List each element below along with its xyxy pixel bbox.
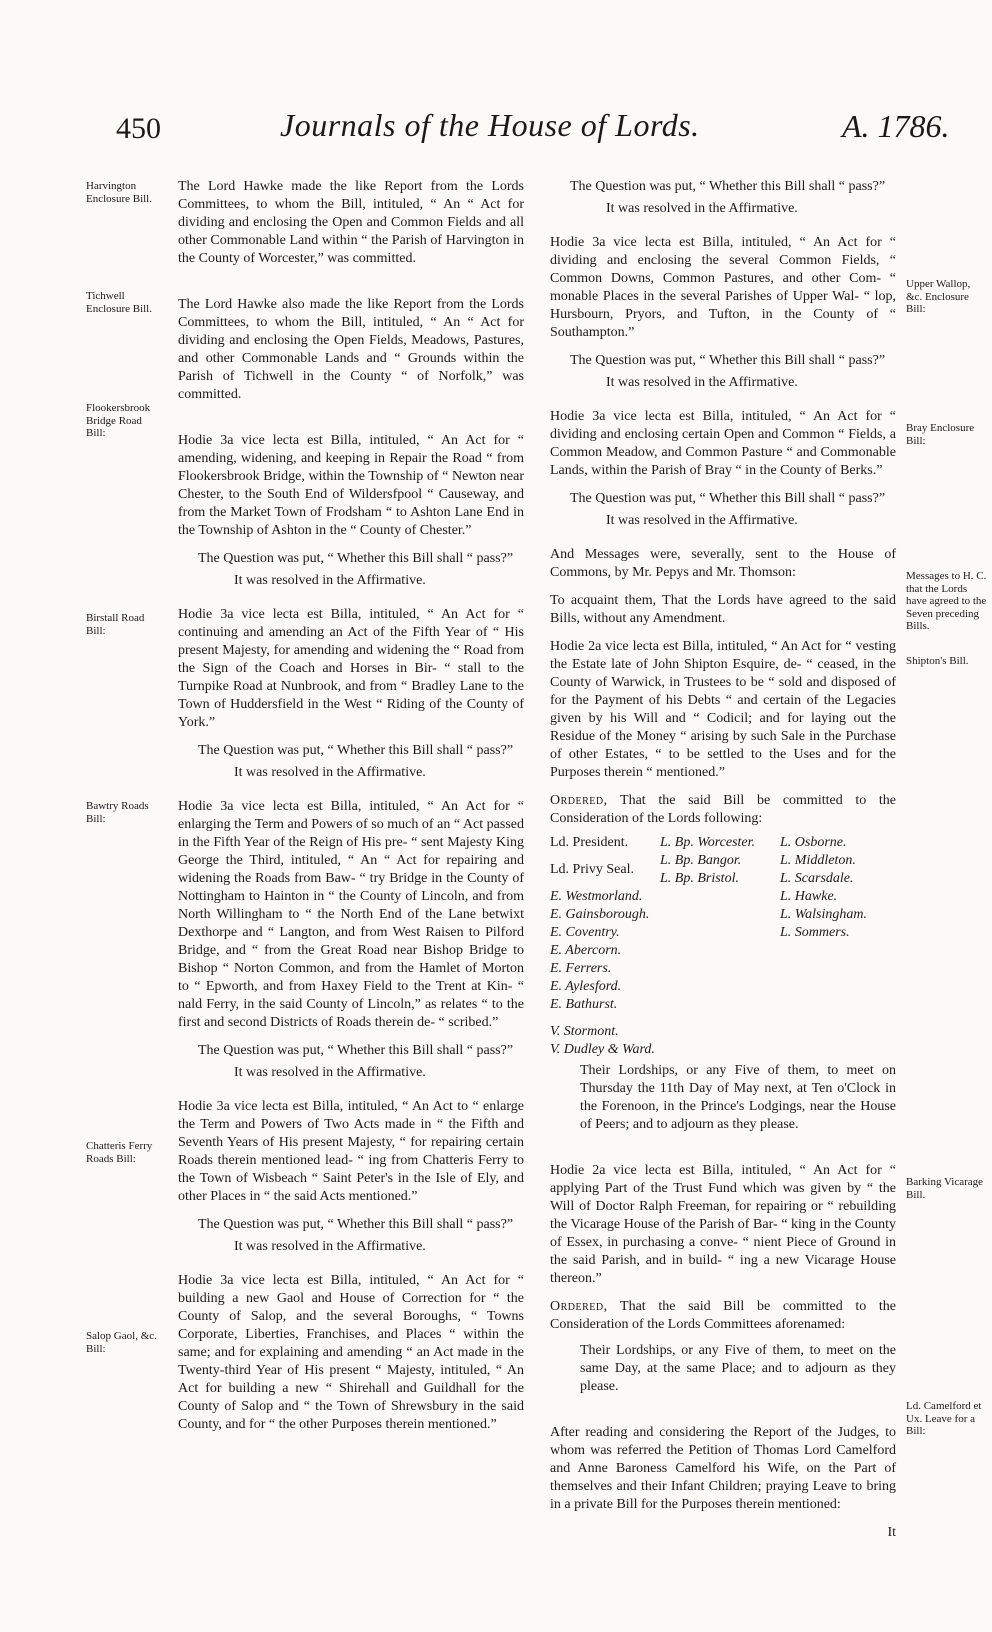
entry-chatteris: Hodie 3a vice lecta est Billa, intituled, “ An Act to “ enlarge the Term and Powers of Two Acts made in “ the Fifth and Seventh Years of His present Majesty, “ for repairing certain Roads therein mentioned lead- “ ing from Chatteris Ferry to the Town of Wisbeach “ Saint Peter's in the Isle of Ely, and other Places in “ the said Acts mentioned.” <box>178 1099 524 1204</box>
lord-name: V. Stormont. <box>550 1024 619 1039</box>
catchword: It <box>887 1525 896 1540</box>
entry-camelford: After reading and considering the Report of the Judges, to whom was referred the Petition of Thomas Lord Camelford and Anne Baroness Camelford his Wife, on the Part of themselves and their Infant Children; praying Leave to bring in a private Bill for the Purposes therein mentioned: <box>550 1425 896 1512</box>
lordships-meeting-1: Their Lordships, or any Five of them, to meet on Thursday the 11th Day of May next, at Ten o'Clock in the Forenoon, in the Prince's Lodgings, near the House of Peers; and to adjourn as they please. <box>580 1063 896 1132</box>
margin-note-flookersbrook: Flookersbrook Bridge Road Bill: <box>86 402 151 439</box>
order-barking <box>550 1298 896 1334</box>
entry-tichwell: The Lord Hawke also made the like Report from the Lords Committees, to whom the Bill, intituled, “ An “ Act for dividing and enclosing the Open Fields, Meadows, Pastures, and other Commonable Lands and “ Grounds within the Parish of Tichwell in the County “ of Norfolk,” was committed. <box>178 297 524 402</box>
ordered-text: That the said Bill be committed to the Consideration of the Lords Committees aforenamed: <box>550 1299 896 1332</box>
lords-list-column-2 <box>660 834 780 888</box>
entry-shipton: Hodie 2a vice lecta est Billa, intituled, “ An Act for “ vesting the Estate late of John Shipton Esquire, de- “ ceased, in the County of Warwick, in Trustees to be “ sold and disposed of for the Payment of his Debts “ and certain of the Legacies given by his Will and “ Codicil; and for laying out the Residue of the Money “ arising by such Sale in the Purchase of other Estates, “ to be settled to the Uses and for the Purposes therein “ mentioned.” <box>550 639 896 780</box>
left-column <box>178 178 524 1444</box>
entry-upper-wallop: Hodie 3a vice lecta est Billa, intituled, “ An Act for “ dividing and enclosing the several Common Fields, “ Common Downs, Common Pastures, and other Com- “ monable Places in the several Parishes of Upper Wal- “ lop, Hursbourn, Pryors, and Tufton, in the County of “ Southampton.” <box>550 235 896 340</box>
lord-name: L. Scarsdale. <box>780 871 854 886</box>
lord-name: L. Middleton. <box>780 853 856 868</box>
question-upper-wallop: The Question was put, “ Whether this Bill shall “ pass?” <box>570 353 886 368</box>
resolved-flookersbrook: It was resolved in the Affirmative. <box>234 573 426 588</box>
resolved-upper-wallop: It was resolved in the Affirmative. <box>606 375 798 390</box>
journal-title: Journals of the House of Lords. <box>280 107 700 143</box>
margin-note-chatteris: Chatteris Ferry Roads Bill: <box>86 1140 153 1165</box>
lord-name: Ld. President. <box>550 835 629 850</box>
margin-note-bray: Bray Enclosure Bill: <box>906 422 975 447</box>
resolved-bray: It was resolved in the Affirmative. <box>606 513 798 528</box>
ordered-label: Ordered, <box>550 1299 608 1314</box>
right-column <box>550 178 896 1542</box>
question-harvington-tichwell: The Question was put, “ Whether this Bill shall “ pass?” <box>570 179 886 194</box>
resolved-harvington-tichwell: It was resolved in the Affirmative. <box>606 201 798 216</box>
question-flookersbrook: The Question was put, “ Whether this Bill shall “ pass?” <box>198 551 514 566</box>
margin-note-salop: Salop Gaol, &c. Bill: <box>86 1330 157 1355</box>
lord-name: L. Hawke. <box>780 889 838 904</box>
lord-name: L. Bp. Bristol. <box>660 871 739 886</box>
margin-note-tichwell: Tichwell Enclosure Bill. <box>86 290 152 315</box>
question-bray: The Question was put, “ Whether this Bill shall “ pass?” <box>570 491 886 506</box>
question-birstall: The Question was put, “ Whether this Bill shall “ pass?” <box>198 743 514 758</box>
order-shipton <box>550 792 896 828</box>
margin-note-upper-wallop: Upper Wallop, &c. Enclosure Bill: <box>906 278 971 315</box>
resolved-birstall: It was resolved in the Affirmative. <box>234 765 426 780</box>
lord-name: E. Abercorn. <box>550 943 622 958</box>
entry-harvington: The Lord Hawke made the like Report from the Lords Committees, to whom the Bill, intituled, “ An “ Act for dividing and enclosing the Open and Common Fields and all other Commonable Land within “ the Parish of Harvington in the County of Worcester,” was committed. <box>178 179 524 266</box>
margin-note-shipton: Shipton's Bill. <box>906 655 969 667</box>
resolved-chatteris: It was resolved in the Affirmative. <box>234 1239 426 1254</box>
lord-name: L. Osborne. <box>780 835 847 850</box>
lord-name: V. Dudley & Ward. <box>550 1042 655 1057</box>
lord-name: Ld. Privy Seal. <box>550 862 634 877</box>
lord-name: L. Walsingham. <box>780 907 868 922</box>
entry-messages: And Messages were, severally, sent to the House of Commons, by Mr. Pepys and Mr. Thomson: <box>550 547 896 580</box>
lord-name: E. Aylesford. <box>550 979 622 994</box>
margin-note-messages: Messages to H. C. that the Lords have agreed to the Seven preceding Bills. <box>906 570 987 632</box>
lords-list-column-3 <box>780 834 900 942</box>
entry-flookersbrook: Hodie 3a vice lecta est Billa, intituled, “ An Act for “ amending, widening, and keeping in Repair the Road “ from Flookersbrook Bridge, within the Township of “ Newton near Chester, to the South End of Wildersfpool “ Causeway, and from the Market Town of Frodsham “ to Ashton Lane End in the Township of Ashton in the “ County of Chester.” <box>178 433 524 538</box>
entry-bray: Hodie 3a vice lecta est Billa, intituled, “ An Act for “ dividing and enclosing certain Open and Common “ Fields, a Common Meadow, and Common Pasture “ and Commonable Lands, within the Parish of Bray “ in the County of Berks.” <box>550 409 896 478</box>
lord-name: E. Westmorland. <box>550 889 643 904</box>
lord-name: E. Bathurst. <box>550 997 618 1012</box>
entry-barking: Hodie 2a vice lecta est Billa, intituled, “ An Act for “ applying Part of the Trust Fund which was given by “ the Will of Doctor Ralph Freeman, for repairing or “ rebuilding the Vicarage House of the Parish of Bar- “ king in the County of Essex, in purchasing a conve- “ nient Piece of Ground in the said Parish, and in build- “ ing a new Vicarage House thereon.” <box>550 1163 896 1286</box>
lordships-meeting-2: Their Lordships, or any Five of them, to meet on the same Day, at the same Place; and to adjourn as they please. <box>580 1343 896 1394</box>
entry-salop: Hodie 3a vice lecta est Billa, intituled, “ An Act for “ building a new Gaol and House of Correction for “ the County of Salop, and the several Boroughs, “ Towns Corporate, Liberties, Franchises, and Places “ within the same; and for explaining and amending “ an Act made in the Twenty-third Year of His present “ Majesty, intituled, “ An Act for building a new “ Shirehall and Guildhall for the County of Salop and “ the Town of Shrewsbury in the said County, and for “ the other Purposes therein mentioned.” <box>178 1273 524 1432</box>
margin-note-birstall: Birstall Road Bill: <box>86 612 145 637</box>
entry-bawtry: Hodie 3a vice lecta est Billa, intituled, “ An Act for “ enlarging the Term and Powers of so much of an “ Act passed in the Fifth Year of the Reign of His pre- “ sent Majesty King George the Third, intituled, “ An “ Act for repairing and widening the Roads from Baw- “ try Bridge in the County of Nottingham to Hainton in “ the County of Lincoln, and from North Willingham to “ the North End of the Lane betwixt Dexthorpe and “ Langton, and from West Raisen to Pilford Bridge, and “ from the Great Road near Bishop Bridge to Bishop “ Norton Common, and from the Hamlet of Morton to “ Epworth, and from Haxey Field to the Trent at Kin- “ nald Ferry, in the said County of Lincoln,” as relates “ to the first and second Districts of Roads therein de- “ scribed.” <box>178 799 524 1030</box>
page-number: 450 <box>116 112 161 145</box>
ordered-text: That the said Bill be committed to the Consideration of the Lords following: <box>550 793 896 826</box>
margin-note-harvington: Harvington Enclosure Bill. <box>86 180 152 205</box>
page-header <box>0 0 992 145</box>
lord-name: E. Coventry. <box>550 925 620 940</box>
question-chatteris: The Question was put, “ Whether this Bill shall “ pass?” <box>198 1217 514 1232</box>
lord-name: E. Gainsborough. <box>550 907 650 922</box>
lord-name: L. Bp. Worcester. <box>660 835 756 850</box>
entry-birstall: Hodie 3a vice lecta est Billa, intituled, “ An Act for “ continuing and amending an Act of the Fifth Year of “ His present Majesty, for amending and widening the “ Road from the Sign of the Coach and Horses in Bir- “ stall to the Turnpike Road at Nunbrook, and from “ Bradley Lane to the Town of Huddersfield in the West “ Riding of the County of York.” <box>178 607 524 730</box>
lord-name: L. Sommers. <box>780 925 850 940</box>
lords-committee-list <box>550 834 896 1057</box>
margin-note-barking: Barking Vicarage Bill. <box>906 1176 984 1201</box>
question-bawtry: The Question was put, “ Whether this Bill shall “ pass?” <box>198 1043 514 1058</box>
entry-acquaint: To acquaint them, That the Lords have agreed to the said Bills, without any Amendment. <box>550 593 896 626</box>
lords-list-column-1 <box>550 834 660 1059</box>
lord-name: L. Bp. Bangor. <box>660 853 742 868</box>
lord-name: E. Ferrers. <box>550 961 612 976</box>
journal-year: A. 1786. <box>842 108 950 144</box>
margin-note-camelford: Ld. Camelford et Ux. Leave for a Bill: <box>906 1400 982 1437</box>
ordered-label: Ordered, <box>550 793 608 808</box>
resolved-bawtry: It was resolved in the Affirmative. <box>234 1065 426 1080</box>
margin-note-bawtry: Bawtry Roads Bill: <box>86 800 149 825</box>
